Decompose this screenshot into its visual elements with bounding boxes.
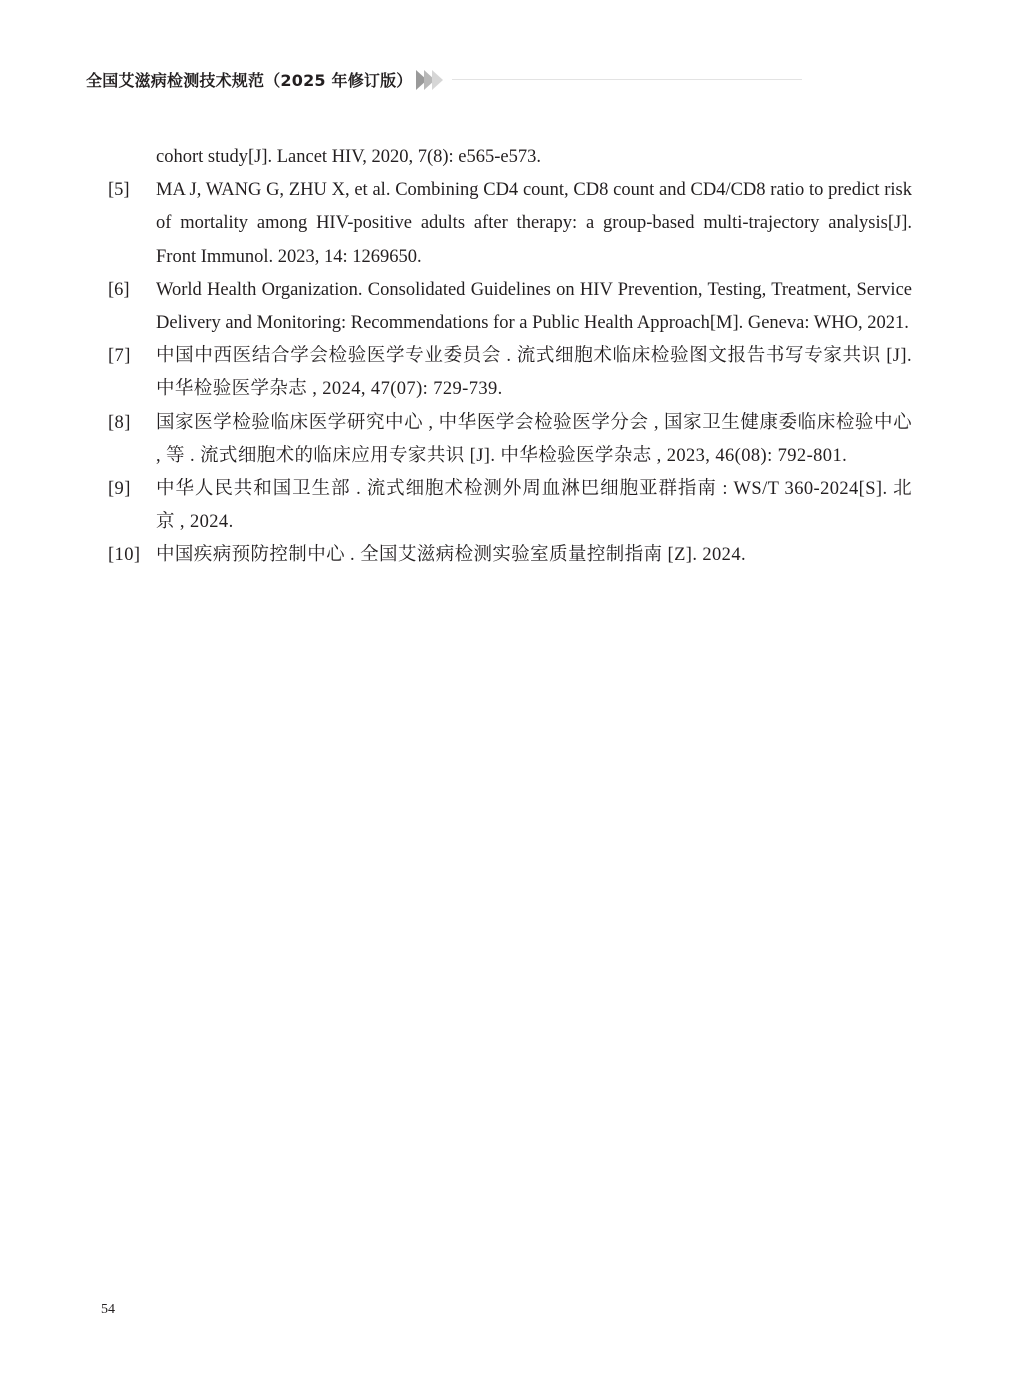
- reference-item-continued: [108, 141, 912, 174]
- header-rule: [452, 79, 802, 80]
- reference-text: 中华人民共和国卫生部 . 流式细胞术检测外周血淋巴细胞亚群指南 : WS/T 360-2024[S]. 北京 , 2024.: [156, 479, 912, 533]
- reference-number: [5]: [108, 180, 130, 201]
- reference-text: 国家医学检验临床医学研究中心 , 中华医学会检验医学分会 , 国家卫生健康委临床检验中心 , 等 . 流式细胞术的临床应用专家共识 [J]. 中华检验医学杂志 , 2023, 46(08): 792-801.: [156, 412, 912, 466]
- reference-item-6: [108, 274, 912, 340]
- reference-number: [10]: [108, 545, 141, 566]
- reference-text: MA J, WANG G, ZHU X, et al. Combining CD4 count, CD8 count and CD4/CD8 ratio to predict risk of mortality among HIV-positive adults after therapy: a group-based multi-trajectory analysis[J]. Front Immunol. 2023, 14: 1269650.: [156, 180, 912, 267]
- reference-item-8: [108, 407, 912, 473]
- page-number: 54: [101, 1302, 115, 1317]
- running-header: [86, 66, 806, 96]
- reference-item-9: [108, 473, 912, 539]
- reference-number: [8]: [108, 412, 131, 433]
- reference-item-7: [108, 340, 912, 406]
- reference-number: [7]: [108, 346, 131, 367]
- reference-text: World Health Organization. Consolidated Guidelines on HIV Prevention, Testing, Treatment, Service Delivery and Monitoring: Recommendations for a Public Health Approach[M]. Geneva: WHO, 2021.: [156, 279, 912, 334]
- reference-text: 中国中西医结合学会检验医学专业委员会 . 流式细胞术临床检验图文报告书写专家共识 [J]. 中华检验医学杂志 , 2024, 47(07): 729-739.: [156, 346, 912, 400]
- chevron-arrows-icon: [416, 66, 452, 94]
- reference-text: 中国疾病预防控制中心 . 全国艾滋病检测实验室质量控制指南 [Z]. 2024.: [156, 545, 746, 566]
- reference-item-5: [108, 174, 912, 274]
- reference-item-10: [108, 539, 912, 572]
- reference-number: [9]: [108, 479, 131, 500]
- header-title: 全国艾滋病检测技术规范（2025 年修订版）: [86, 71, 413, 90]
- reference-list: [108, 141, 912, 573]
- reference-text: cohort study[J]. Lancet HIV, 2020, 7(8): e565-e573.: [156, 147, 541, 167]
- reference-number: [6]: [108, 279, 130, 300]
